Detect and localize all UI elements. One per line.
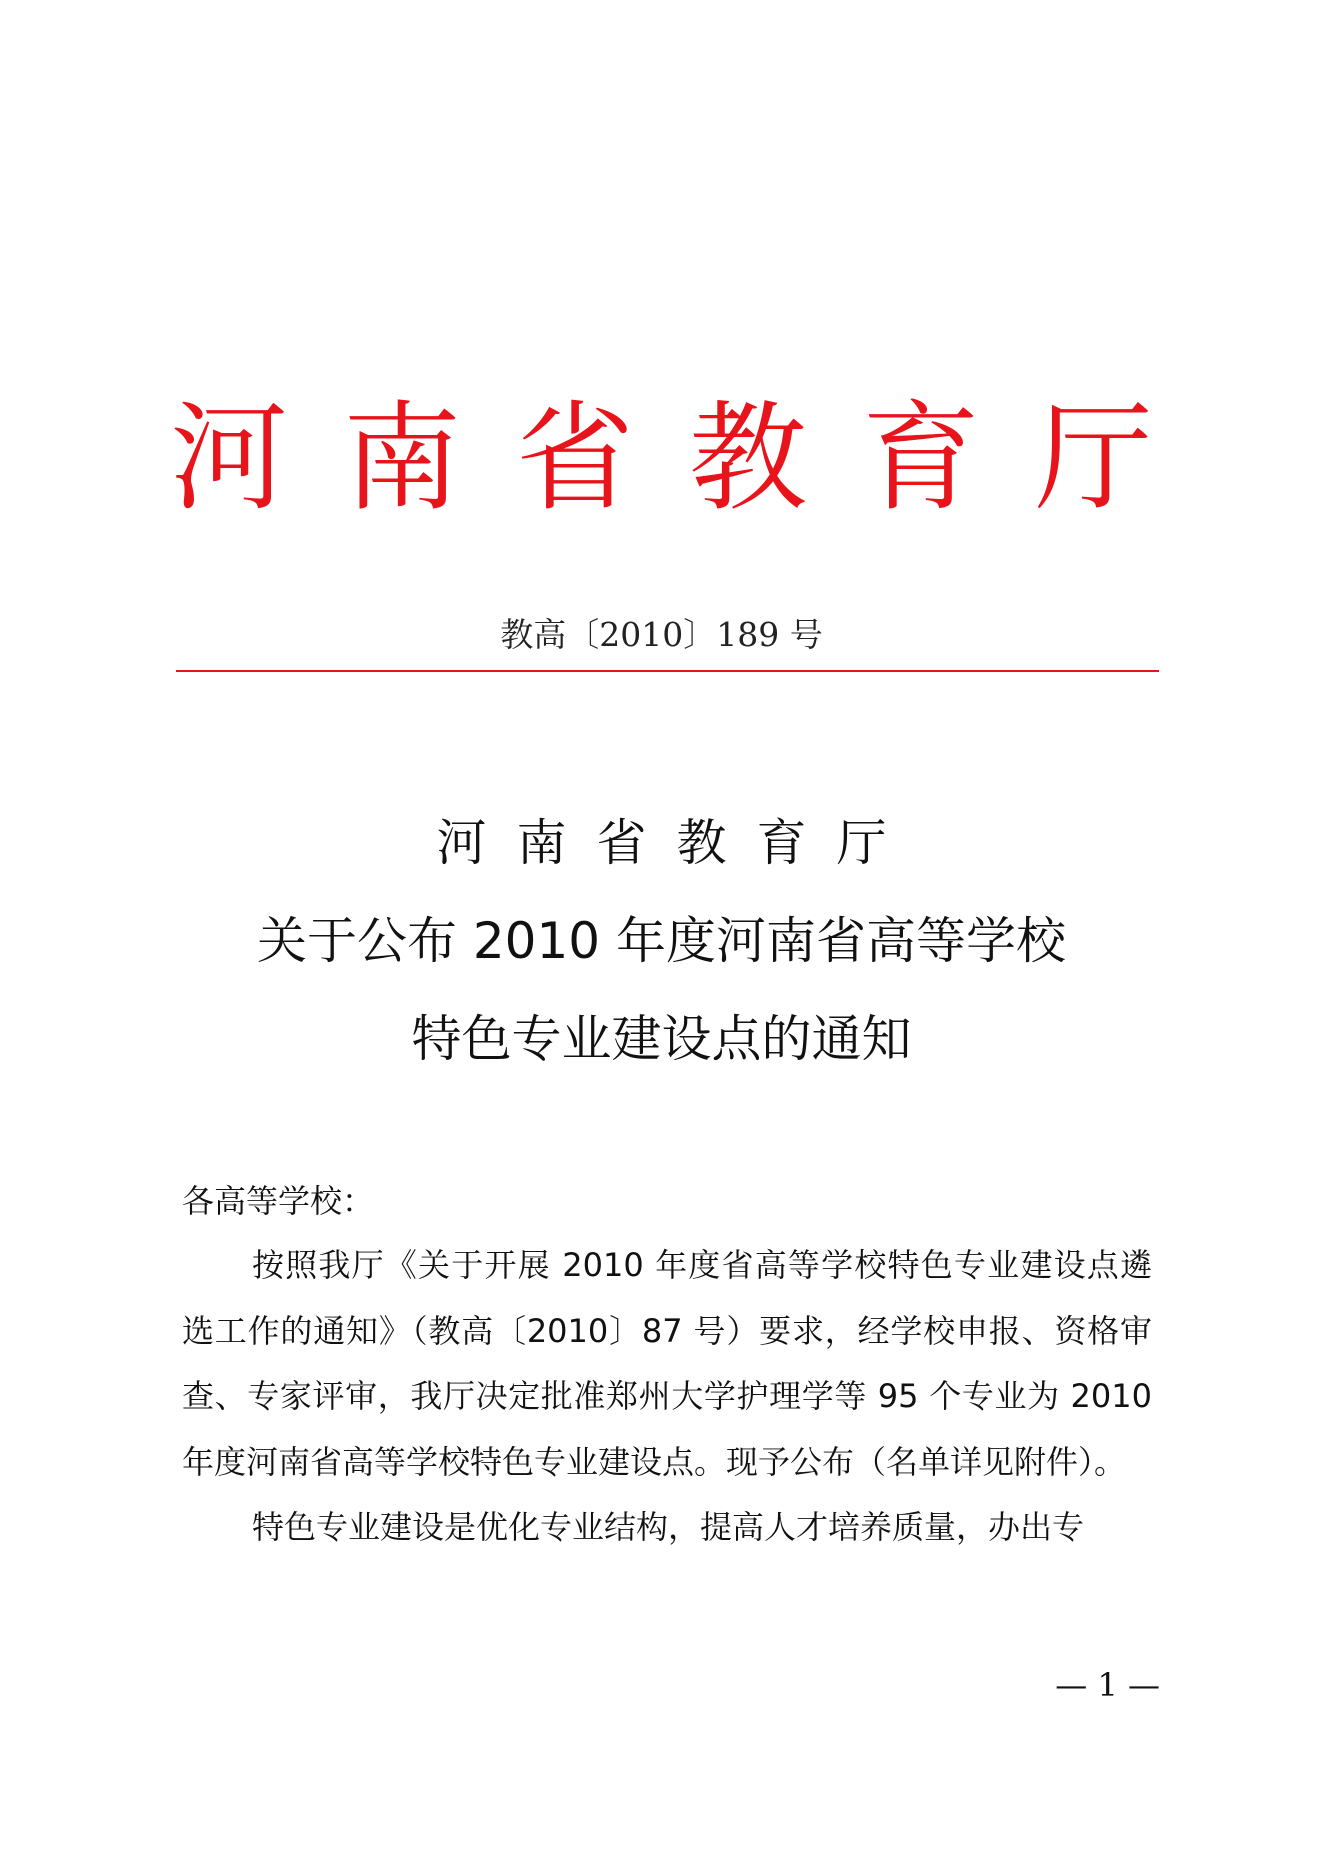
title-line-3: 特色专业建设点的通知 (411, 1010, 912, 1068)
issuer-char: 教 (688, 389, 807, 527)
issuer-char: 育 (861, 389, 980, 527)
body-text (182, 1233, 1152, 1561)
issuer-char: 省 (515, 389, 634, 527)
issuer-header (170, 388, 1153, 528)
body-paragraph: 按照我厅《关于开展 2010 年度省高等学校特色专业建设点遴选工作的通知》（教高〔2010〕87 号）要求，经学校申报、资格审查、专家评审，我厅决定批准郑州大学护理学等 95 个专业为 2010 年度河南省高等学校特色专业建设点。现予公布（名单详见附件）。 (182, 1246, 1152, 1481)
header-divider (176, 670, 1159, 672)
title-line-1: 河南省教育厅 (436, 814, 917, 872)
document-title (0, 808, 1323, 1074)
issuer-char: 南 (342, 389, 461, 527)
body-paragraph: 特色专业建设是优化专业结构，提高人才培养质量，办出专 (252, 1508, 1085, 1546)
title-line-2: 关于公布 2010 年度河南省高等学校 (256, 912, 1067, 970)
issuer-char: 河 (170, 389, 289, 527)
document-number: 教高〔2010〕189 号 (500, 615, 823, 654)
page-number: — 1 — (1055, 1666, 1160, 1704)
issuer-char: 厅 (1034, 389, 1153, 527)
salutation: 各高等学校： (182, 1182, 375, 1220)
